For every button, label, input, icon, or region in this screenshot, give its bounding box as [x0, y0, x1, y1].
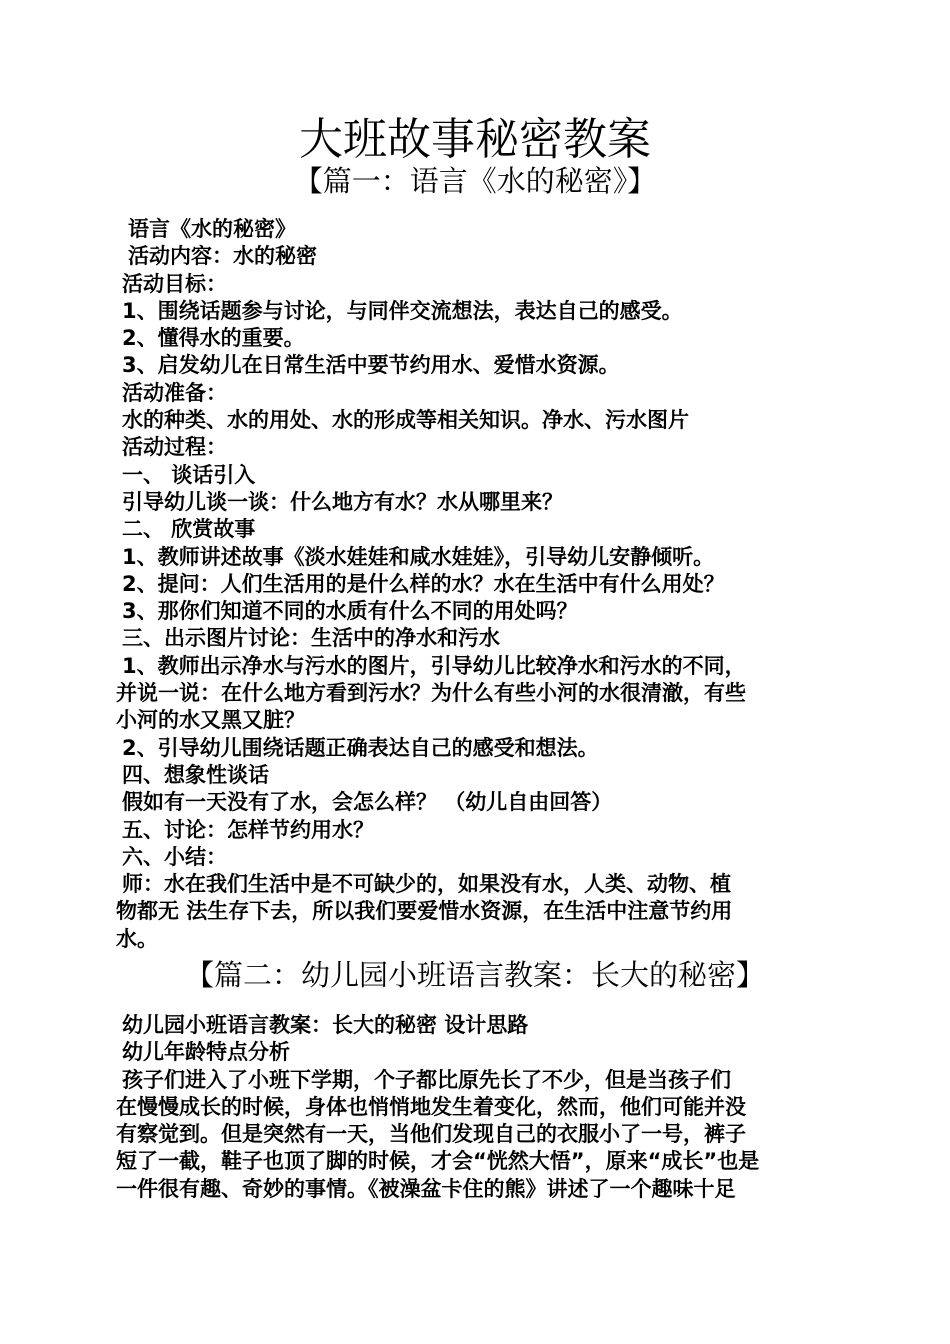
text-line: 二、 欣赏故事 [122, 517, 256, 542]
text-line: 活动过程： [122, 435, 227, 460]
text-line: 一件很有趣、奇妙的事情。《被澡盆卡住的熊》讲述了一个趣味十足 [116, 1176, 736, 1201]
text-line: 短了一截，鞋子也顶了脚的时候，才会“恍然大悟”，原来“成长”也是 [116, 1149, 760, 1174]
text-line: 2、懂得水的重要。 [122, 326, 305, 351]
text-line: 3、那你们知道不同的水质有什么不同的用处吗？ [122, 599, 578, 624]
text-line: 1、围绕话题参与讨论，与同伴交流想法，表达自己的感受。 [122, 298, 683, 323]
text-line: 3、启发幼儿在日常生活中要节约用水、爱惜水资源。 [122, 353, 620, 378]
text-line: 物都无 法生存下去，所以我们要爱惜水资源，在生活中注意节约用 [116, 899, 733, 924]
text-line: 三、出示图片讨论：生活中的净水和污水 [122, 626, 500, 651]
text-line: 五、讨论：怎样节约用水？ [122, 817, 374, 842]
text-line: 一、 谈话引入 [122, 462, 256, 487]
part2-heading: 【篇二：幼儿园小班语言教案：长大的秘密】 [184, 958, 765, 992]
text-line: 1、教师出示净水与污水的图片，引导幼儿比较净水和污水的不同， [122, 653, 746, 678]
part1-body [116, 216, 838, 953]
text-line: 并说一说：在什么地方看到污水？为什么有些小河的水很清澈，有些 [116, 681, 746, 706]
text-line: 活动目标： [122, 271, 227, 296]
text-line: 语言《水的秘密》 [128, 217, 296, 241]
text-line: 引导幼儿谈一谈：什么地方有水？水从哪里来？ [122, 489, 563, 514]
text-line: 小河的水又黑又脏？ [116, 708, 305, 733]
text-line: 幼儿园小班语言教案：长大的秘密 设计思路 [122, 1013, 529, 1037]
text-line: 孩子们进入了小班下学期，个子都比原先长了不少，但是当孩子们 [122, 1067, 731, 1092]
text-line: 在慢慢成长的时候，身体也悄悄地发生着变化，然而，他们可能并没 [116, 1094, 746, 1119]
text-line: 幼儿年龄特点分析 [122, 1040, 290, 1065]
text-line: 2、提问：人们生活用的是什么样的水？水在生活中有什么用处？ [122, 571, 725, 596]
part1-heading: 【篇一：语言《水的秘密》】 [293, 164, 657, 198]
text-line: 1、教师讲述故事《淡水娃娃和咸水娃娃》，引导幼儿安静倾听。 [122, 544, 715, 569]
part2-body [116, 1012, 838, 1203]
text-line: 六、小结： [122, 844, 227, 869]
text-line: 活动内容：水的秘密 [128, 244, 317, 269]
document-title: 大班故事秘密教案 [299, 114, 651, 165]
text-line: 四、想象性谈话 [122, 762, 269, 787]
text-line: 水。 [116, 926, 158, 951]
text-line: 假如有一天没有了水，会怎么样？ （幼儿自由回答） [122, 790, 613, 815]
text-line: 活动准备： [122, 380, 227, 405]
text-line: 有察觉到。但是突然有一天，当他们发现自己的衣服小了一号，裤子 [116, 1122, 746, 1147]
text-line: 2、引导幼儿围绕话题正确表达自己的感受和想法。 [122, 735, 599, 760]
text-line: 水的种类、水的用处、水的形成等相关知识。净水、污水图片 [122, 408, 689, 433]
text-line: 师：水在我们生活中是不可缺少的，如果没有水，人类、动物、植 [122, 872, 731, 897]
